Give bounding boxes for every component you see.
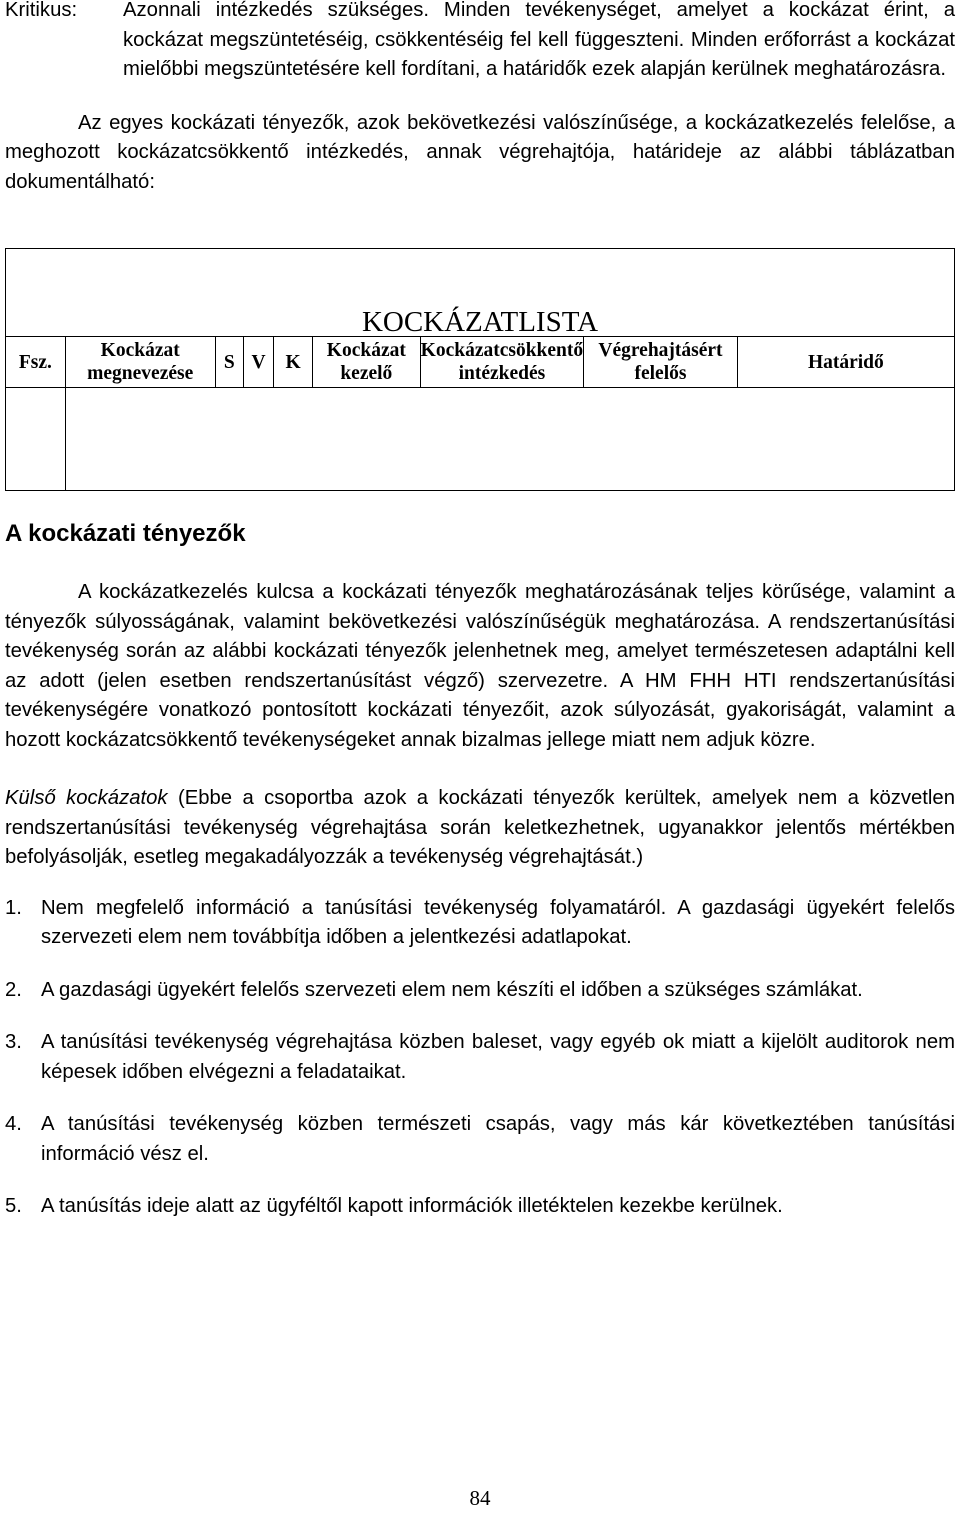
col-header-v: V	[243, 337, 273, 388]
col-header-risk-handler: Kockázat kezelő	[313, 337, 421, 388]
list-item: 4. A tanúsítási tevékenység közben természeti csapás, vagy más kár következtében tanúsítási információ vész el.	[5, 1113, 955, 1165]
table-title: KOCKÁZATLISTA	[6, 249, 955, 337]
intro-paragraph: Az egyes kockázati tényezők, azok bekövetkezési valószínűsége, a kockázatkezelés felelőse, a meghozott kockázatcsökkentő intézkedés, annak végrehajtója, határideje az alábbi táblázatban dokumentálható:	[5, 111, 955, 193]
list-item: 2. A gazdasági ügyekért felelős szervezeti elem nem készíti el időben a szükséges számlákat.	[5, 978, 863, 1001]
col-header-s: S	[215, 337, 243, 388]
list-item: 1. Nem megfelelő információ a tanúsítási tevékenység folyamatáról. A gazdasági ügyekért felelős szervezeti elem nem továbbítja időben a jelentkezési adatlapokat.	[5, 896, 955, 948]
section-body	[5, 578, 955, 1245]
page-content	[5, 0, 955, 197]
external-risks-text: (Ebbe a csoportba azok a kockázati tényezők kerültek, amelyek nem a közvetlen rendszertanúsítási tevékenység végrehajtása során keletkezhetnek, ugyanakkor jelentős mértékben befolyásolják, esetleg megakadályozzák a tevékenység végrehajtását.)	[5, 787, 955, 868]
risk-list-table	[5, 248, 955, 491]
risk-factor-list	[5, 894, 955, 1222]
col-header-risk-name: Kockázat megnevezése	[65, 337, 215, 388]
section-paragraph: A kockázatkezelés kulcsa a kockázati tényezők meghatározásának teljes körűsége, valamint a tényezők súlyosságának, valamint bekövetkezési valószínűségük meghatározása. A rendszertanúsítási tevékenység során az alábbi kockázati tényezők jelenhetnek meg, amelyet természetesen adaptálni kell az adott (jelen esetben rendszertanúsítást végző) szervezetre. A HM FHH HTI rendszertanúsítási tevékenységére vonatkozó pontosított kockázati tényezőit, azok súlyozását, gyakoriságát, valamint a hozott kockázatcsökkentő tevékenységeket annak bizalmas jellege miatt nem adjuk közre.	[5, 581, 955, 751]
critical-description: Azonnali intézkedés szükséges. Minden tevékenységet, amelyet a kockázat érint, a kockázat megszüntetéséig, csökkentéséig fel kell függeszteni. Minden erőforrást a kockázat mielőbbi megszüntetésére kell fordítani, a határidők ezek alapján kerülnek meghatározásra.	[123, 0, 955, 80]
table-cell-empty	[65, 388, 954, 491]
page-number: 84	[469, 1486, 491, 1510]
col-header-mitigation: Kockázatcsökkentő intézkedés	[420, 337, 584, 388]
list-item: 3. A tanúsítási tevékenység végrehajtása közben baleset, vagy egyéb ok miatt a kijelölt auditorok nem képesek időben elvégezni a feladataikat.	[5, 1031, 955, 1083]
list-item: 5. A tanúsítás ideje alatt az ügyféltől kapott információk illetéktelen kezekbe kerülnek.	[5, 1195, 783, 1217]
col-header-serial: Fsz.	[6, 337, 66, 388]
section-heading: A kockázati tényezők	[5, 520, 246, 547]
table-header-row	[6, 337, 955, 388]
critical-label: Kritikus:	[5, 0, 78, 21]
external-risks-title: Külső kockázatok	[5, 787, 168, 809]
col-header-k: K	[274, 337, 313, 388]
col-header-responsible: Végrehajtásért felelős	[584, 337, 738, 388]
col-header-deadline: Határidő	[737, 337, 954, 388]
table-row-empty	[6, 388, 955, 491]
external-risks-paragraph	[5, 784, 955, 873]
critical-level-entry	[5, 0, 955, 85]
